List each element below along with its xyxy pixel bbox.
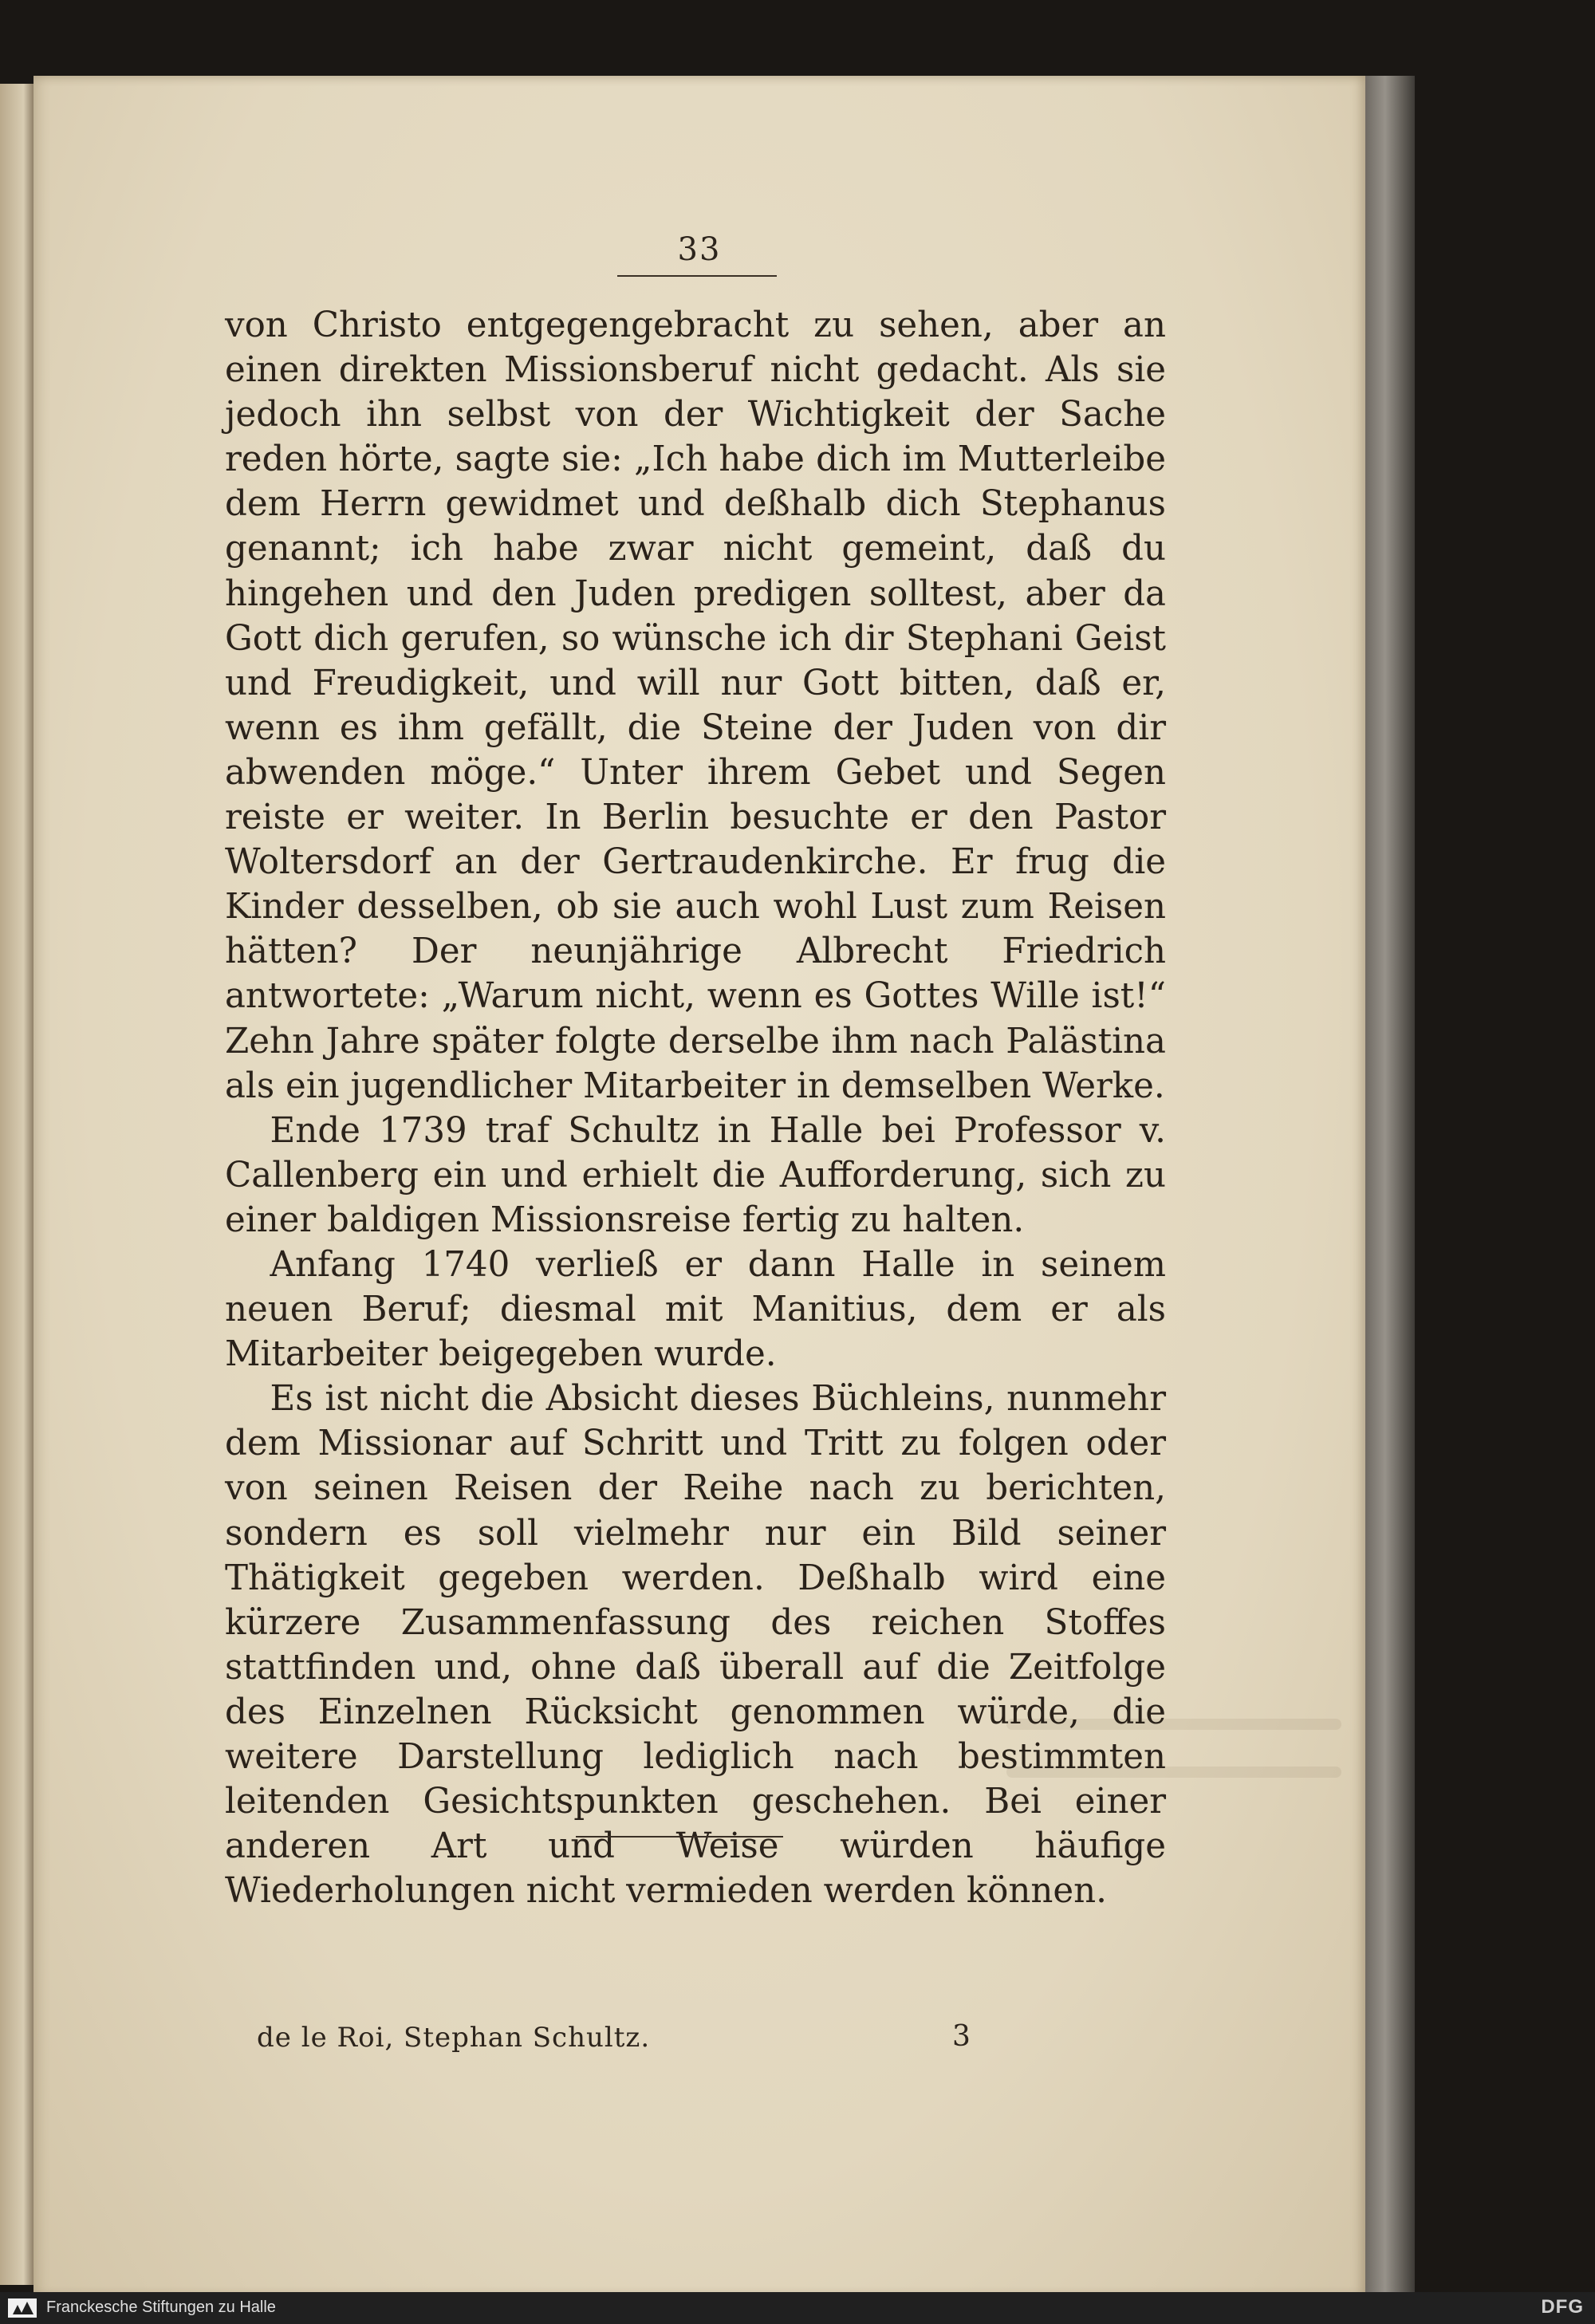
institution-name[interactable]: Franckesche Stiftungen zu Halle bbox=[46, 2298, 276, 2316]
section-end-rule bbox=[576, 1836, 783, 1838]
paragraph: Es ist nicht die Absicht dieses Büchleins, nunmehr dem Missionar auf Schritt und Tritt zu folgen oder von seinen Reisen der Reihe nach zu berichten, sondern es soll vielmehr nur ein Bild seiner Thätigkeit gegeben werden. Deßhalb wird eine kürzere Zusammenfassung des reichen Stoffes stattfinden und, ohne daß überall auf die Zeitfolge des Einzelnen Rücksicht genommen würde, die weitere Darstellung lediglich nach bestimmten leitenden Gesichtspunkten geschehen. Bei einer anderen Art und Weise würden häufige Wiederholungen nicht vermieden werden können. bbox=[225, 1379, 1166, 1912]
dfg-logo: DFG bbox=[1541, 2296, 1584, 2318]
body-text bbox=[225, 303, 1166, 1913]
footer-author-title: de le Roi, Stephan Schultz. bbox=[257, 2022, 651, 2054]
paragraph: von Christo entgegengebracht zu sehen, aber an einen direkten Missionsberuf nicht gedacht. Als sie jedoch ihn selbst von der Wichtigkeit der Sache reden hörte, sagte sie: „Ich habe dich im Mutterleibe dem Herrn gewidmet und deßhalb dich Stephanus genannt; ich habe zwar nicht gemeint, daß du hingehen und den Juden predigen solltest, aber da Gott dich gerufen, so wünsche ich dir Stephani Geist und Freudigkeit, und will nur Gott bitten, daß er, wenn es ihm gefällt, die Steine der Juden von dir abwenden möge.“ Unter ihrem Gebet und Segen reiste er weiter. In Berlin besuchte er den Pastor Woltersdorf an der Gertraudenkirche. Er frug die Kinder desselben, ob sie auch wohl Lust zum Reisen hätten? Der neunjährige Albrecht Friedrich antwortete: „Warum nicht, wenn es Gottes Wille ist!“ Zehn Jahre später folgte derselbe ihm nach Palästina als ein jugendlicher Mitarbeiter in demselben Werke. bbox=[225, 305, 1166, 1106]
institution-logo-icon bbox=[6, 2297, 38, 2319]
book-page bbox=[33, 76, 1365, 2297]
page-number: 33 bbox=[677, 231, 722, 268]
viewer-footer bbox=[0, 2292, 1595, 2324]
paragraph: Anfang 1740 verließ er dann Halle in seinem neuen Beruf; diesmal mit Manitius, dem er als Mitarbeiter beigegeben wurde. bbox=[225, 1244, 1166, 1375]
signature-mark: 3 bbox=[952, 2020, 971, 2053]
book-cover-edge bbox=[1365, 76, 1415, 2297]
header-rule bbox=[617, 275, 777, 277]
previous-page-edge bbox=[0, 84, 33, 2285]
paragraph: Ende 1739 traf Schultz in Halle bei Professor v. Callenberg ein und erhielt die Aufforderung, sich zu einer baldigen Missionsreise fertig zu halten. bbox=[225, 1110, 1166, 1240]
